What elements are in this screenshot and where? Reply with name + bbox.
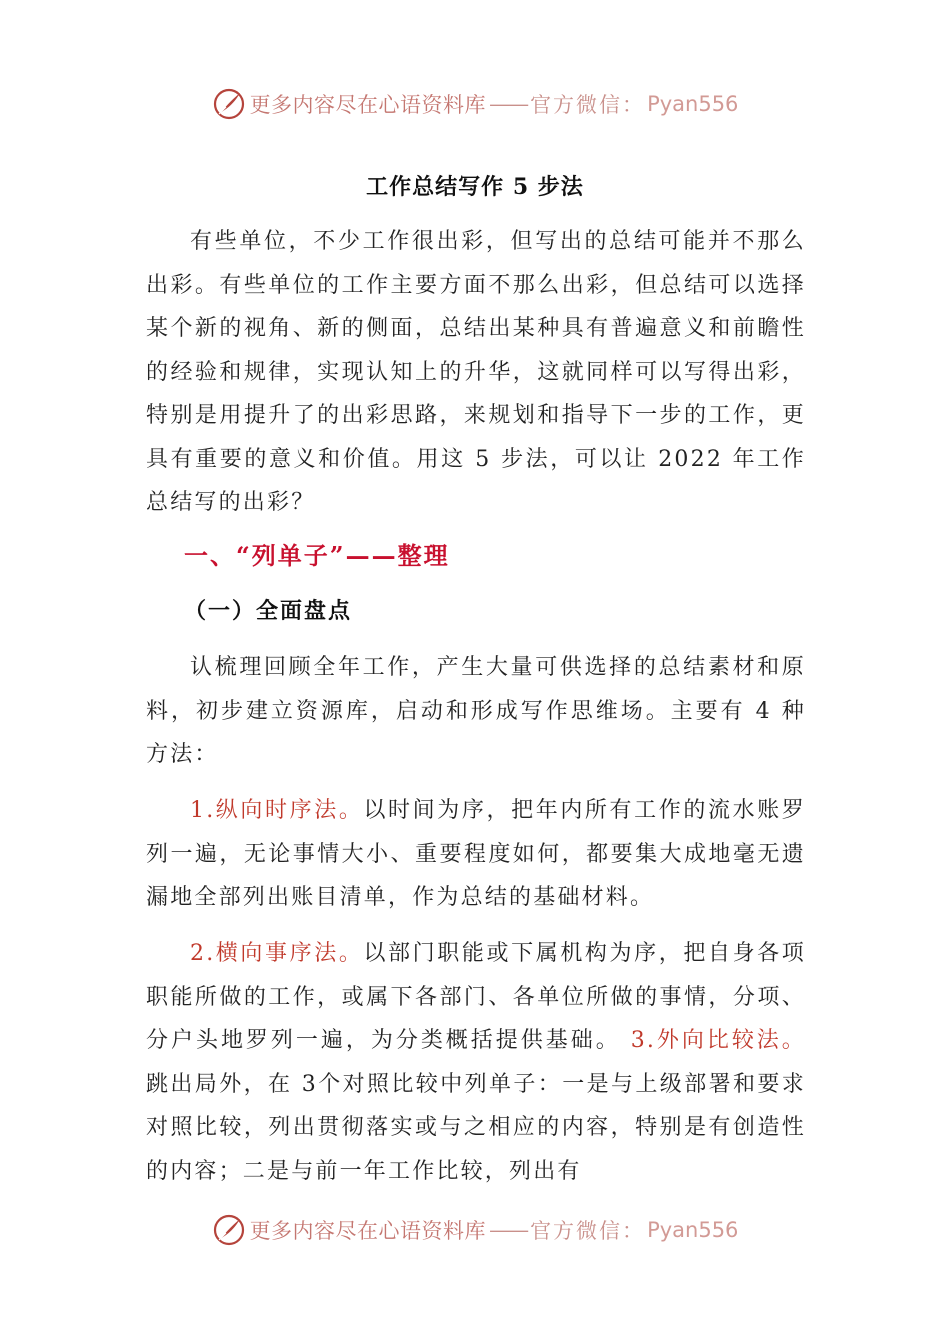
method-1-label: 1.纵向时序法。 — [190, 798, 364, 823]
banner-lead-text: 更多内容尽在心语资料库 — [249, 1219, 487, 1243]
method-2-label: 2.横向事序法。 — [190, 941, 364, 966]
intro-paragraph — [146, 220, 806, 525]
banner-wechat-label: 官方微信： — [530, 1219, 646, 1243]
feather-pen-circle-icon — [212, 87, 246, 121]
banner-dash: —— — [489, 92, 528, 116]
subsection-heading: （一）全面盘点 — [184, 598, 353, 624]
method-2-3-paragraph — [146, 932, 806, 1193]
method-1-text: 以时间为序，把年内所有工作的流水账罗列一遍，无论事情大小、重要程度如何，都要集大成地毫无遗漏地全部列出账目清单，作为总结的基础材料。 — [146, 798, 806, 910]
document-title: 工作总结写作 5 步法 — [366, 174, 584, 200]
overview-paragraph — [146, 646, 806, 777]
banner-dash: —— — [489, 1218, 528, 1242]
banner-wechat-id: Pyan556 — [647, 92, 739, 116]
method-3-text: 跳出局外，在 3个对照比较中列单子：一是与上级部署和要求对照比较，列出贯彻落实或与之相应的内容，特别是有创造性的内容；二是与前一年工作比较，列出有 — [146, 1071, 806, 1184]
footer-banner — [0, 1210, 950, 1250]
method-3-label: 3.外向比较法。 — [630, 1028, 806, 1053]
method-1-paragraph — [146, 789, 806, 920]
header-banner — [0, 84, 950, 124]
banner-wechat-id: Pyan556 — [647, 1218, 739, 1242]
banner-wechat-label: 官方微信： — [530, 93, 646, 117]
method-2-text: 以部门职能或下属机构为序，把自身各项职能所做的工作，或属下各部门、各单位所做的事情，分项、分户头地罗列一遍，为分类概括提供基础。 — [146, 941, 806, 1053]
overview-text: 认梳理回顾全年工作，产生大量可供选择的总结素材和原料，初步建立资源库，启动和形成写作思维场。主要有 4 种方法： — [146, 655, 806, 767]
intro-text: 有些单位，不少工作很出彩，但写出的总结可能并不那么出彩。有些单位的工作主要方面不那么出彩，但总结可以选择某个新的视角、新的侧面，总结出某种具有普遍意义和前瞻性的经验和规律，实现认知上的升华，这就同样可以写得出彩，特别是用提升了的出彩思路，来规划和指导下一步的工作，更具有重要的意义和价值。用这 5 步法，可以让 2022 年工作总结写的出彩？ — [146, 229, 806, 515]
banner-lead-text: 更多内容尽在心语资料库 — [249, 93, 487, 117]
section-heading: 一、“列单子”——整理 — [184, 541, 450, 570]
feather-pen-circle-icon — [212, 1213, 246, 1247]
